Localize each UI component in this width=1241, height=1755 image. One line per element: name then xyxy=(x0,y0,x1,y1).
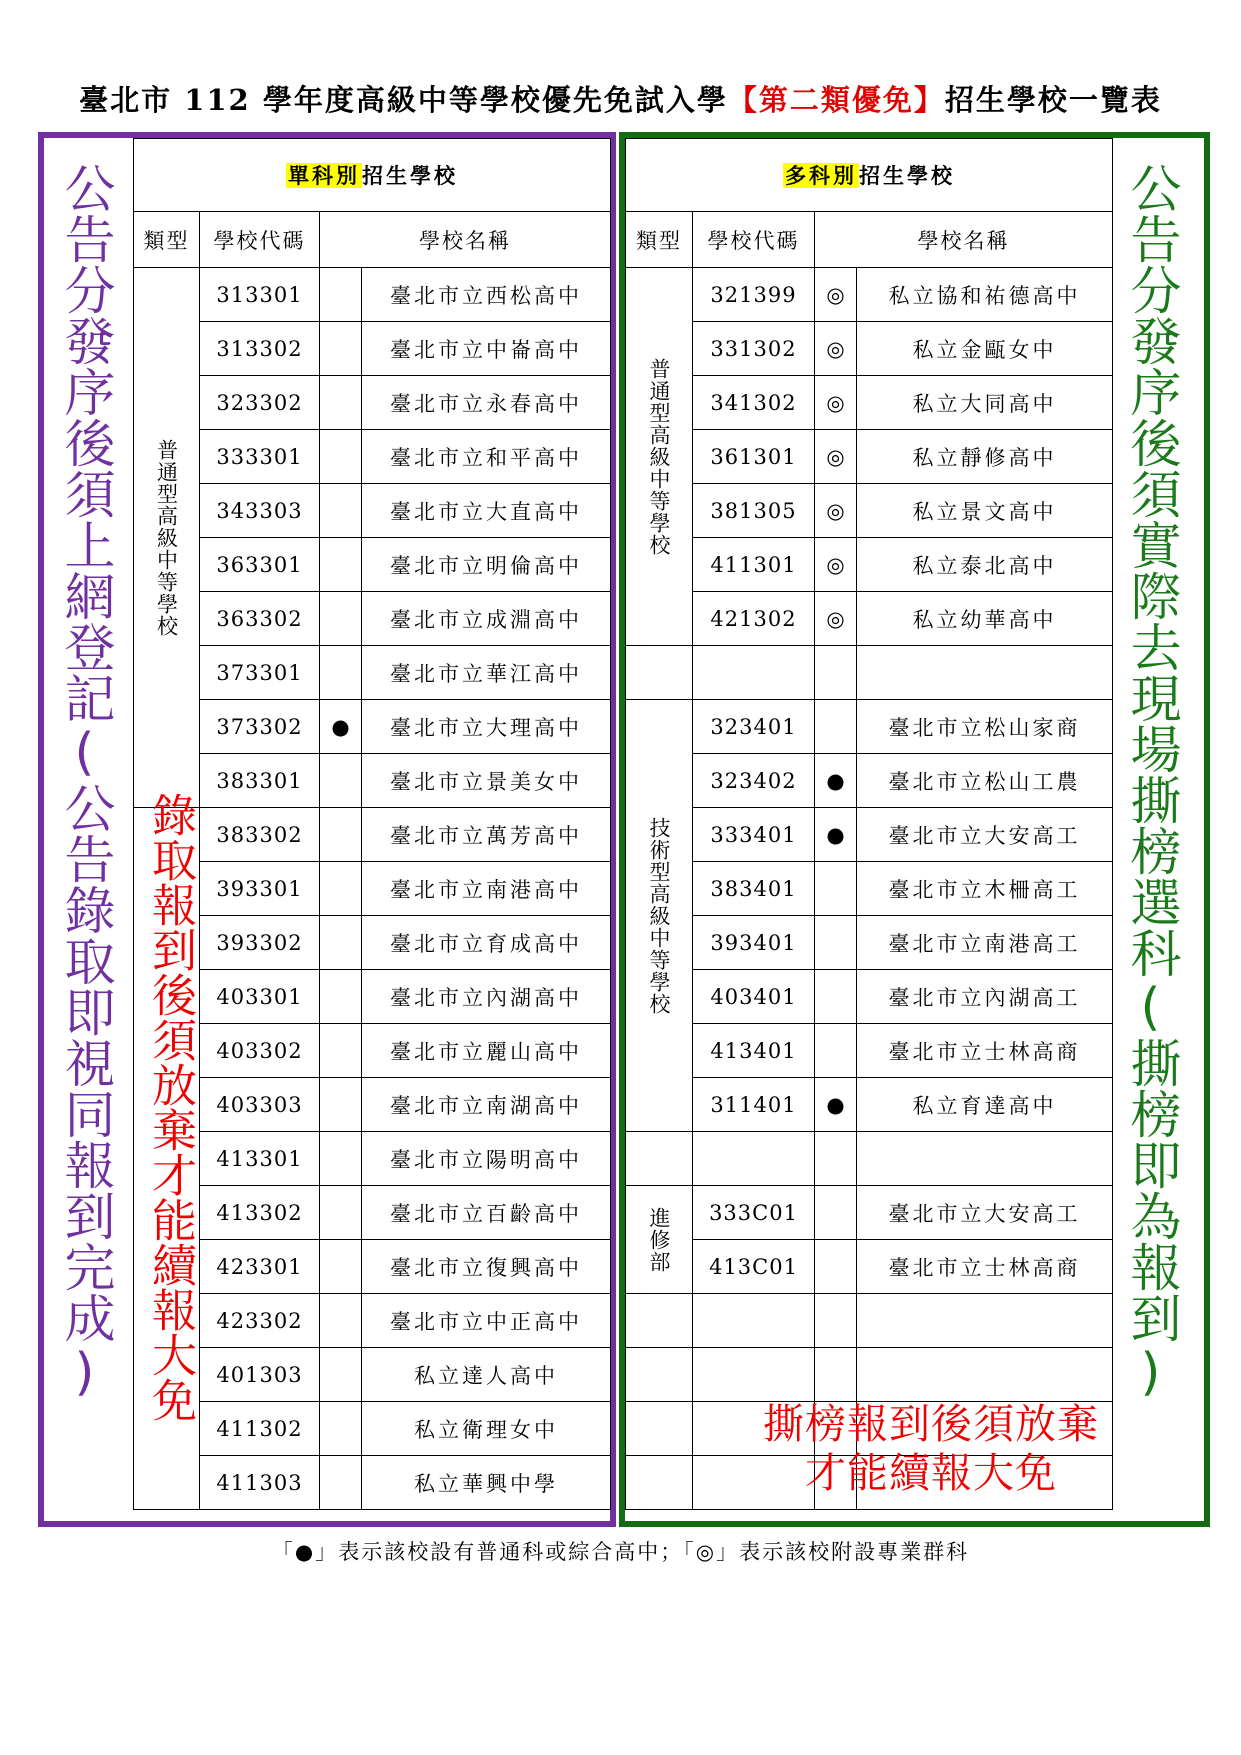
blank-row xyxy=(626,1132,1113,1186)
multi-subject-header xyxy=(626,139,1113,212)
table-row xyxy=(626,700,1113,754)
multi-subject-title-rest: 招生學校 xyxy=(859,163,955,188)
school-code: 373302 xyxy=(200,700,320,754)
table-row xyxy=(626,484,1113,538)
school-type-cell: 普通型高級中等學校 xyxy=(626,268,693,646)
blank-row xyxy=(626,1294,1113,1348)
school-name: 私立協和祐德高中 xyxy=(857,268,1113,322)
school-mark: ◎ xyxy=(815,430,857,484)
right-red-note: 撕榜報到後須放棄才能續報大免 xyxy=(763,1400,1099,1497)
school-code: 383301 xyxy=(200,754,320,808)
school-name: 臺北市立永春高中 xyxy=(362,376,611,430)
school-mark xyxy=(815,1240,857,1294)
school-name: 臺北市立南港高工 xyxy=(857,916,1113,970)
school-code: 321399 xyxy=(693,268,815,322)
school-name: 臺北市立南湖高中 xyxy=(362,1078,611,1132)
school-name: 臺北市立和平高中 xyxy=(362,430,611,484)
school-mark xyxy=(320,1240,362,1294)
col-header-code: 學校代碼 xyxy=(693,212,815,268)
table-row xyxy=(626,268,1113,322)
school-code: 343303 xyxy=(200,484,320,538)
title-part2: 招生學校一覽表 xyxy=(944,83,1162,117)
school-mark xyxy=(320,592,362,646)
table-row xyxy=(626,1078,1113,1132)
school-code: 323401 xyxy=(693,700,815,754)
school-code: 313301 xyxy=(200,268,320,322)
school-mark xyxy=(320,1024,362,1078)
table-row xyxy=(134,538,611,592)
school-mark xyxy=(815,1186,857,1240)
school-mark: ● xyxy=(320,700,362,754)
blank-row xyxy=(626,646,1113,700)
school-name: 臺北市立中正高中 xyxy=(362,1294,611,1348)
table-row xyxy=(626,376,1113,430)
school-mark xyxy=(320,322,362,376)
table-row xyxy=(134,484,611,538)
school-code: 413401 xyxy=(693,1024,815,1078)
school-code: 383302 xyxy=(200,808,320,862)
table-row xyxy=(134,1348,611,1402)
school-name: 私立景文高中 xyxy=(857,484,1113,538)
school-code xyxy=(693,646,815,700)
school-code: 403301 xyxy=(200,970,320,1024)
school-code: 403401 xyxy=(693,970,815,1024)
table-row xyxy=(134,700,611,754)
school-type-cell xyxy=(626,1132,693,1186)
single-subject-header xyxy=(134,139,611,212)
school-name: 私立幼華高中 xyxy=(857,592,1113,646)
school-mark xyxy=(320,1402,362,1456)
table-row xyxy=(134,1456,611,1510)
school-name: 臺北市立中崙高中 xyxy=(362,322,611,376)
school-name: 私立衛理女中 xyxy=(362,1402,611,1456)
school-name xyxy=(857,1294,1113,1348)
single-subject-title-rest: 招生學校 xyxy=(362,163,458,188)
school-name: 臺北市立士林高商 xyxy=(857,1240,1113,1294)
table-row xyxy=(626,322,1113,376)
school-mark xyxy=(815,1348,857,1402)
school-name: 臺北市立百齡高中 xyxy=(362,1186,611,1240)
school-code: 421302 xyxy=(693,592,815,646)
school-code: 361301 xyxy=(693,430,815,484)
school-code: 413301 xyxy=(200,1132,320,1186)
school-type-cell xyxy=(626,1348,693,1402)
school-name: 臺北市立西松高中 xyxy=(362,268,611,322)
school-mark: ◎ xyxy=(815,592,857,646)
school-code: 323402 xyxy=(693,754,815,808)
school-code: 393401 xyxy=(693,916,815,970)
school-code: 381305 xyxy=(693,484,815,538)
table-row xyxy=(134,970,611,1024)
table-row xyxy=(134,1078,611,1132)
school-mark xyxy=(320,430,362,484)
school-name: 私立靜修高中 xyxy=(857,430,1113,484)
table-row xyxy=(134,376,611,430)
school-name: 臺北市立明倫高中 xyxy=(362,538,611,592)
col-header-name: 學校名稱 xyxy=(815,212,1113,268)
school-mark xyxy=(815,1024,857,1078)
col-header-type: 類型 xyxy=(134,212,200,268)
school-code: 423302 xyxy=(200,1294,320,1348)
col-header-type: 類型 xyxy=(626,212,693,268)
school-type-cell xyxy=(626,1294,693,1348)
title-part1: 臺北市 112 學年度高級中等學校優先免試入學 xyxy=(79,83,728,117)
single-subject-table xyxy=(133,138,611,1510)
school-name: 私立泰北高中 xyxy=(857,538,1113,592)
school-code: 363301 xyxy=(200,538,320,592)
school-mark xyxy=(815,700,857,754)
table-row xyxy=(134,1240,611,1294)
school-name: 臺北市立大安高工 xyxy=(857,808,1113,862)
school-name xyxy=(857,646,1113,700)
school-code: 323302 xyxy=(200,376,320,430)
school-name: 私立金甌女中 xyxy=(857,322,1113,376)
table-row xyxy=(134,862,611,916)
school-name: 臺北市立松山家商 xyxy=(857,700,1113,754)
school-code: 413C01 xyxy=(693,1240,815,1294)
table-row xyxy=(134,592,611,646)
school-mark: ● xyxy=(815,1078,857,1132)
table-row xyxy=(134,916,611,970)
table-row xyxy=(626,862,1113,916)
school-mark xyxy=(320,538,362,592)
table-row xyxy=(134,1132,611,1186)
col-header-code: 學校代碼 xyxy=(200,212,320,268)
school-mark xyxy=(320,1294,362,1348)
school-name: 臺北市立成淵高中 xyxy=(362,592,611,646)
school-code: 413302 xyxy=(200,1186,320,1240)
table-row xyxy=(134,1024,611,1078)
school-code: 363302 xyxy=(200,592,320,646)
school-name xyxy=(857,1132,1113,1186)
school-code: 341302 xyxy=(693,376,815,430)
school-mark xyxy=(320,970,362,1024)
table-row xyxy=(134,1294,611,1348)
school-type-cell xyxy=(626,646,693,700)
school-mark: ◎ xyxy=(815,268,857,322)
school-mark: ◎ xyxy=(815,376,857,430)
left-vertical-note: 公告分發序後須上網登記(公告錄取即視同報到完成) xyxy=(55,162,114,1402)
school-code: 411303 xyxy=(200,1456,320,1510)
school-code: 373301 xyxy=(200,646,320,700)
school-code: 333C01 xyxy=(693,1186,815,1240)
table-row xyxy=(134,754,611,808)
school-code: 333301 xyxy=(200,430,320,484)
col-header-name: 學校名稱 xyxy=(320,212,611,268)
school-name: 臺北市立士林高商 xyxy=(857,1024,1113,1078)
school-mark xyxy=(320,484,362,538)
school-name: 臺北市立麗山高中 xyxy=(362,1024,611,1078)
school-code xyxy=(693,1348,815,1402)
school-mark: ◎ xyxy=(815,322,857,376)
school-mark: ◎ xyxy=(815,484,857,538)
school-mark xyxy=(815,1294,857,1348)
school-code: 423301 xyxy=(200,1240,320,1294)
school-mark xyxy=(815,646,857,700)
table-row xyxy=(626,916,1113,970)
school-name: 臺北市立華江高中 xyxy=(362,646,611,700)
school-mark xyxy=(815,862,857,916)
school-mark xyxy=(320,1186,362,1240)
school-mark xyxy=(320,268,362,322)
table-row xyxy=(626,1186,1113,1240)
table-row xyxy=(134,1402,611,1456)
school-code xyxy=(693,1132,815,1186)
table-row xyxy=(134,322,611,376)
school-type-cell xyxy=(626,1456,693,1510)
school-mark xyxy=(320,1132,362,1186)
table-row xyxy=(626,592,1113,646)
school-name xyxy=(857,1348,1113,1402)
table-row xyxy=(134,430,611,484)
school-code xyxy=(693,1294,815,1348)
school-code: 383401 xyxy=(693,862,815,916)
school-name: 臺北市立萬芳高中 xyxy=(362,808,611,862)
table-row xyxy=(626,1024,1113,1078)
school-code: 403302 xyxy=(200,1024,320,1078)
school-mark xyxy=(320,1078,362,1132)
school-name: 臺北市立內湖高工 xyxy=(857,970,1113,1024)
school-name: 臺北市立木柵高工 xyxy=(857,862,1113,916)
page-title xyxy=(0,78,1241,119)
school-code: 393302 xyxy=(200,916,320,970)
table-row xyxy=(626,430,1113,484)
table-row xyxy=(626,754,1113,808)
school-mark: ● xyxy=(815,808,857,862)
school-mark xyxy=(320,916,362,970)
school-mark xyxy=(815,970,857,1024)
school-name: 臺北市立大安高工 xyxy=(857,1186,1113,1240)
school-mark xyxy=(815,916,857,970)
school-name: 臺北市立大理高中 xyxy=(362,700,611,754)
school-mark xyxy=(320,862,362,916)
school-code: 411301 xyxy=(693,538,815,592)
school-mark xyxy=(320,808,362,862)
school-name: 私立大同高中 xyxy=(857,376,1113,430)
table-row xyxy=(626,970,1113,1024)
school-code: 311401 xyxy=(693,1078,815,1132)
school-mark xyxy=(320,754,362,808)
legend-note: 「●」表示該校設有普通科或綜合高中；「◎」表示該校附設專業群科 xyxy=(271,1540,970,1564)
school-code: 333401 xyxy=(693,808,815,862)
school-code: 331302 xyxy=(693,322,815,376)
table-row xyxy=(626,1240,1113,1294)
table-row xyxy=(134,646,611,700)
blank-row xyxy=(626,1348,1113,1402)
table-row xyxy=(134,1186,611,1240)
school-code: 411302 xyxy=(200,1402,320,1456)
school-name: 臺北市立育成高中 xyxy=(362,916,611,970)
school-name: 臺北市立大直高中 xyxy=(362,484,611,538)
school-mark: ◎ xyxy=(815,538,857,592)
single-subject-title-highlight: 單科別 xyxy=(288,163,360,188)
school-code: 393301 xyxy=(200,862,320,916)
title-highlight: 【第二類優免】 xyxy=(727,83,945,117)
school-code: 401303 xyxy=(200,1348,320,1402)
school-type-cell: 技術型高級中等學校 xyxy=(626,700,693,1132)
school-code: 403303 xyxy=(200,1078,320,1132)
school-name: 臺北市立南港高中 xyxy=(362,862,611,916)
school-mark xyxy=(320,1456,362,1510)
school-name: 臺北市立復興高中 xyxy=(362,1240,611,1294)
school-name: 私立育達高中 xyxy=(857,1078,1113,1132)
school-mark xyxy=(320,1348,362,1402)
school-name: 臺北市立松山工農 xyxy=(857,754,1113,808)
table-row xyxy=(626,808,1113,862)
school-mark xyxy=(815,1132,857,1186)
school-mark: ● xyxy=(815,754,857,808)
right-vertical-note: 公告分發序後須實際去現場撕榜選科(撕榜即為報到) xyxy=(1121,162,1180,1402)
school-name: 臺北市立景美女中 xyxy=(362,754,611,808)
school-type-cell: 普通型高級中等學校 xyxy=(134,268,200,808)
school-name: 私立華興中學 xyxy=(362,1456,611,1510)
multi-subject-title-highlight: 多科別 xyxy=(785,163,857,188)
school-type-cell: 進修部 xyxy=(626,1186,693,1294)
school-name: 私立達人高中 xyxy=(362,1348,611,1402)
school-mark xyxy=(320,376,362,430)
table-row xyxy=(134,268,611,322)
school-code: 313302 xyxy=(200,322,320,376)
table-row xyxy=(134,808,611,862)
school-name: 臺北市立陽明高中 xyxy=(362,1132,611,1186)
left-red-note: 錄取報到後須放棄才能續報大免 xyxy=(144,792,197,1422)
school-name: 臺北市立內湖高中 xyxy=(362,970,611,1024)
school-mark xyxy=(320,646,362,700)
school-type-cell xyxy=(626,1402,693,1456)
multi-subject-table xyxy=(625,138,1113,1510)
table-row xyxy=(626,538,1113,592)
